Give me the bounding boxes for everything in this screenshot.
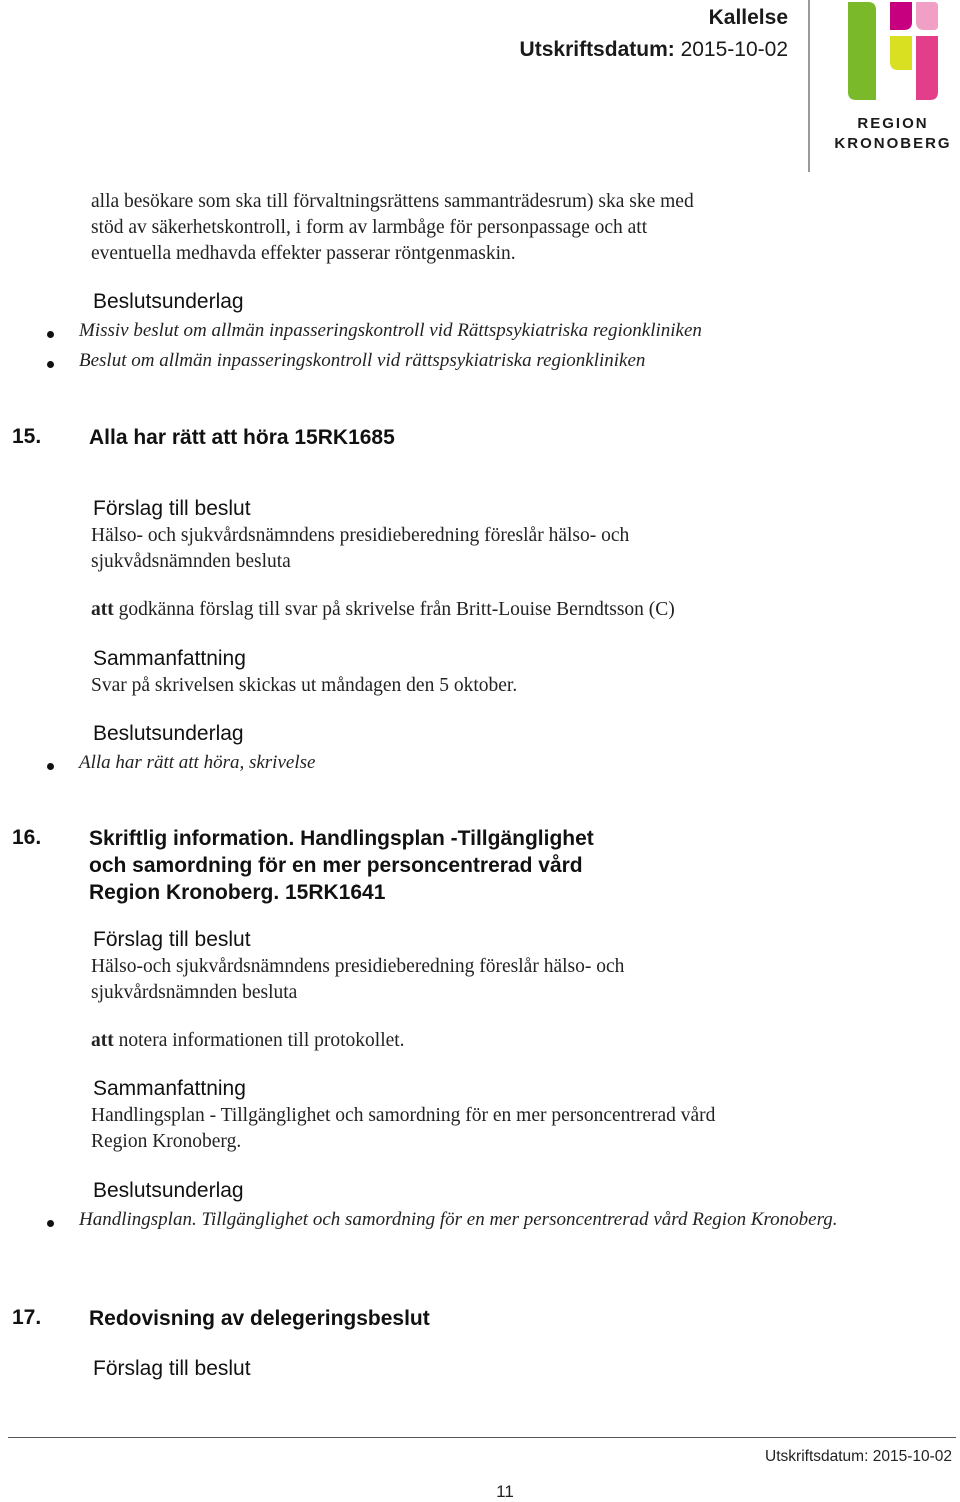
logo-line-region: REGION (857, 115, 929, 132)
forslag-line: sjukvådsnämnden besluta (91, 551, 291, 572)
logo-green-shape (848, 2, 876, 100)
item-16-underlag-heading: Beslutsunderlag (93, 1179, 244, 1202)
item-16-forslag-heading: Förslag till beslut (93, 928, 251, 951)
page-number: 11 (496, 1482, 514, 1501)
intro-paragraph (91, 189, 694, 267)
logo-pink-shape (916, 2, 938, 30)
underlag-item: Alla har rätt att höra, skrivelse (79, 752, 316, 773)
logo-line-kronoberg: KRONOBERG (834, 135, 952, 152)
print-date-value: 2015-10-02 (680, 38, 788, 61)
sammanfattning-line: Handlingsplan - Tillgänglighet och samordning för en mer personcentrerad vård (91, 1105, 716, 1126)
forslag-line: Hälso- och sjukvårdsnämndens presidieberedning föreslår hälso- och (91, 525, 630, 546)
item-15-number: 15. (12, 425, 42, 448)
underlag-item: Handlingsplan. Tillgänglighet och samordning för en mer personcentrerad vård Region Kronoberg. (79, 1209, 838, 1230)
att-text: godkänna förslag till svar på skrivelse från Britt-Louise Berndtsson (C) (113, 599, 675, 620)
underlag-item: Beslut om allmän inpasseringskontroll vid rättspsykiatriska regionkliniken (79, 350, 646, 371)
intro-line: alla besökare som ska till förvaltningsrättens sammanträdesrum) ska ske med (91, 191, 694, 212)
intro-line: stöd av säkerhetskontroll, i form av larmbåge för personpassage och att (91, 217, 648, 238)
print-date-label: Utskriftsdatum: (519, 38, 675, 61)
item-16-att-clause (91, 1028, 405, 1054)
item-17-number: 17. (12, 1306, 42, 1329)
item-15-forslag-heading: Förslag till beslut (93, 497, 251, 520)
bullet-icon (47, 1220, 54, 1227)
document-type-title: Kallelse (708, 6, 788, 29)
item-15-sammanfattning-text: Svar på skrivelsen skickas ut måndagen den 5 oktober. (91, 675, 518, 696)
item-16-sammanfattning-heading: Sammanfattning (93, 1077, 246, 1100)
title-line: Skriftlig information. Handlingsplan -Tillgänglighet (89, 827, 594, 850)
item-17-title: Redovisning av delegeringsbeslut (89, 1307, 430, 1330)
footer-divider (8, 1437, 956, 1438)
logo-rose-shape (916, 36, 938, 100)
title-line: och samordning för en mer personcentrerad vård (89, 854, 583, 877)
att-text: notera informationen till protokollet. (113, 1030, 405, 1051)
item-15-att-clause (91, 597, 675, 623)
item-16-sammanfattning-text (91, 1103, 715, 1155)
title-line: Region Kronoberg. 15RK1641 (89, 881, 386, 904)
item-16-title (89, 825, 594, 906)
logo-lime-shape (890, 36, 912, 70)
logo-magenta-shape (890, 2, 912, 30)
footer-print-date: Utskriftsdatum: 2015-10-02 (765, 1448, 952, 1465)
print-date (520, 38, 788, 62)
item-15-sammanfattning-heading: Sammanfattning (93, 647, 246, 670)
item-15-underlag-heading: Beslutsunderlag (93, 722, 244, 745)
item-16-number: 16. (12, 826, 42, 849)
att-word: att (91, 1030, 114, 1051)
underlag-item: Missiv beslut om allmän inpasseringskontroll vid Rättspsykiatriska regionkliniken (79, 320, 702, 341)
bullet-icon (47, 361, 54, 368)
sammanfattning-line: Region Kronoberg. (91, 1131, 242, 1152)
bullet-icon (47, 763, 54, 770)
intro-underlag-heading: Beslutsunderlag (93, 290, 244, 313)
forslag-line: Hälso-och sjukvårdsnämndens presidieberedning föreslår hälso- och (91, 956, 625, 977)
logo-wordmark (826, 114, 960, 154)
item-17-forslag-heading: Förslag till beslut (93, 1357, 251, 1380)
forslag-line: sjukvårdsnämnden besluta (91, 982, 298, 1003)
item-15-title: Alla har rätt att höra 15RK1685 (89, 426, 395, 449)
header-divider (808, 0, 810, 172)
item-15-forslag-text (91, 523, 629, 575)
att-word: att (91, 599, 114, 620)
intro-line: eventuella medhavda effekter passerar röntgenmaskin. (91, 243, 516, 264)
bullet-icon (47, 331, 54, 338)
item-16-forslag-text (91, 954, 624, 1006)
